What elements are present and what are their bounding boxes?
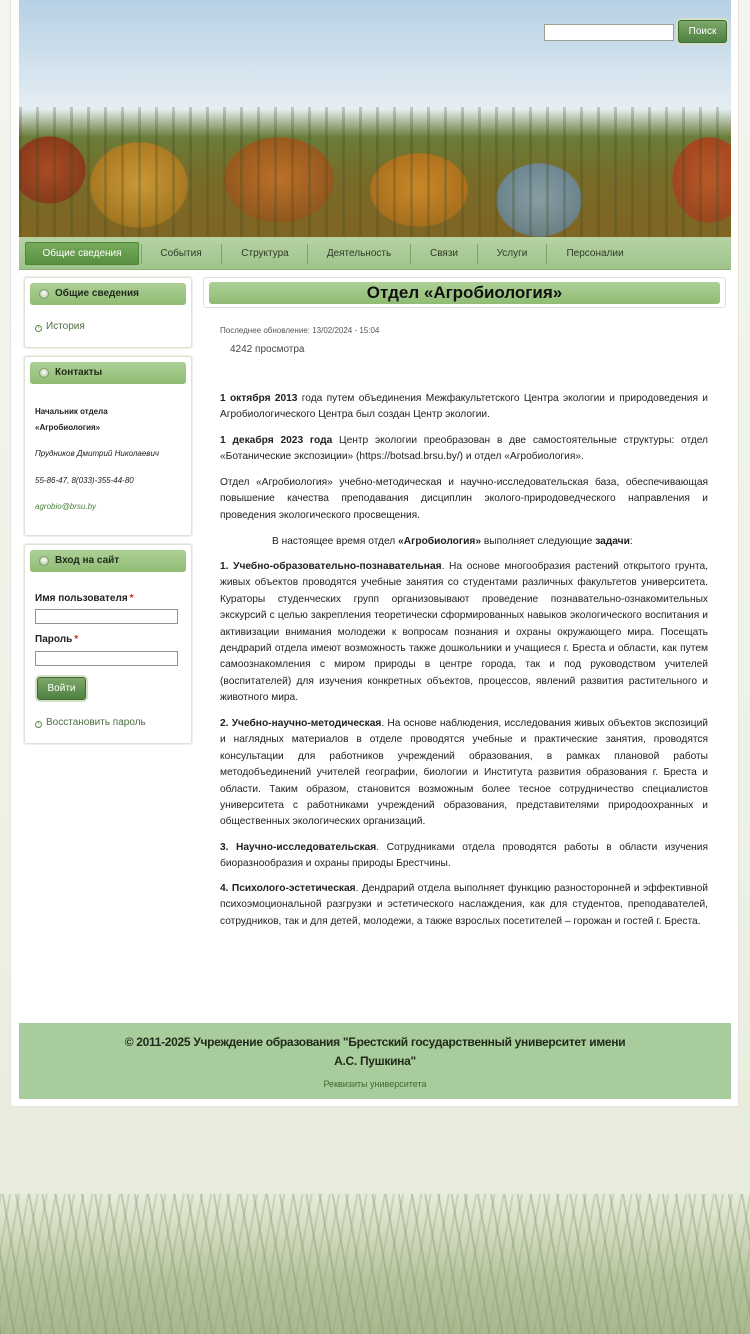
- task-4: 4. Психолого-эстетическая. Дендрарий отдела выполняет функцию разносторонней и эффективной психоэмоциональной разгрузки и эстетического наслаждения, как для студентов, преподавателей, сотрудников, так и для детей, молодежи, а также взрослых посетителей – горожан и гостей г. Бреста.: [220, 883, 708, 927]
- contact-email-link[interactable]: agrobio@brsu.by: [35, 502, 97, 511]
- footer: [19, 1023, 731, 1099]
- contact-head-line1: Начальник отдела: [35, 407, 108, 416]
- chevron-right-icon: ›: [35, 325, 42, 332]
- nav-item-general[interactable]: Общие сведения: [25, 242, 139, 265]
- sidebar-general-block: [24, 277, 192, 348]
- bullet-icon: [39, 556, 49, 566]
- nav-item-events[interactable]: События: [160, 248, 202, 259]
- nav-item-structure[interactable]: Структура: [241, 248, 289, 259]
- contact-head-line2: «Агробиология»: [35, 423, 101, 432]
- required-mark: *: [129, 593, 134, 604]
- page-title: Отдел «Агробиология»: [209, 282, 720, 304]
- paragraph-3: Отдел «Агробиология» учебно-методическая и научно-исследовательская база, обеспечивающая повышение качества преподавания дисциплин эколого-природоведческого направления и проведения экологического просвещения.: [220, 477, 708, 521]
- password-input[interactable]: [35, 651, 178, 666]
- contact-name: Прудников Дмитрий Николаевич: [35, 449, 160, 458]
- sidebar-login-title: Вход на сайт: [30, 550, 186, 572]
- bullet-icon: [39, 289, 49, 299]
- footer-copyright: © 2011-2025 Учреждение образования "Брестский государственный университет имени А.С. Пушкина": [124, 1035, 626, 1068]
- paragraph-2: 1 декабря 2023 года Центр экологии преобразован в две самостоятельные структуры: отдел «Ботанические экспозиции» (https://botsad.brsu.by/) и отдел «Агробиология».: [220, 435, 708, 463]
- login-button[interactable]: Войти: [37, 677, 86, 700]
- nav-separator: [477, 244, 478, 264]
- contact-phone: 55-86-47, 8(033)-355-44-80: [35, 476, 134, 485]
- grass-background: [0, 1194, 750, 1334]
- nav-separator: [410, 244, 411, 264]
- restore-password-link[interactable]: › Восстановить пароль: [35, 717, 146, 728]
- search-input[interactable]: [544, 24, 674, 41]
- nav-item-persons[interactable]: Персоналии: [566, 248, 624, 259]
- task-3: 3. Научно-исследовательская. Сотрудниками отдела проводятся работы в области изучения биоразнообразия и охраны природы Брестчины.: [220, 842, 708, 870]
- header-banner: [19, 0, 731, 237]
- view-count: 4242 просмотра: [230, 344, 305, 355]
- required-mark: *: [74, 634, 79, 645]
- nav-separator: [546, 244, 547, 264]
- nav-item-activity[interactable]: Деятельность: [326, 248, 392, 259]
- nav-separator: [221, 244, 222, 264]
- sidebar-contacts-block: [24, 356, 192, 536]
- content-title-block: [203, 277, 726, 308]
- sidebar-general-title: Общие сведения: [30, 283, 186, 305]
- task-1: 1. Учебно-образовательно-познавательная. На основе многообразия растений открытого грунта, живых объектов проводятся учебные занятия со студентами различных факультетов университета. Кураторы студенческих групп организовывают проведение познавательно-ознакомительных экскурсий с целью закрепления теоретически сформированных навыков экологического воспитания и активизации внимания молодежи к вопросам познания и охраны окружающего мира. Посещать дендрарий отдела имеют возможность также дошкольники и учащиеся г. Бреста и области, как путем самоознакомления с миром природы в центре города, так и под руководством учителей (воспитателей) для изучения конкретных объектов, процессов, явлений развития растительного и животного мира.: [220, 561, 708, 704]
- footer-requisites-link[interactable]: Реквизиты университета: [323, 1079, 427, 1089]
- sidebar-link-history[interactable]: › История: [35, 321, 85, 332]
- nav-separator: [307, 244, 308, 264]
- autumn-trees-image: [19, 107, 731, 237]
- username-input[interactable]: [35, 609, 178, 624]
- last-updated: Последнее обновление: 13/02/2024 - 15:04: [220, 326, 380, 335]
- chevron-right-icon: ›: [35, 721, 42, 728]
- nav-item-links[interactable]: Связи: [429, 248, 458, 259]
- nav-item-services[interactable]: Услуги: [496, 248, 528, 259]
- main-nav: [19, 237, 731, 270]
- sidebar-login-block: [24, 544, 192, 744]
- search-button[interactable]: Поиск: [678, 20, 727, 43]
- paragraph-4: В настоящее время отдел «Агробиология» выполняет следующие задачи:: [272, 536, 633, 547]
- task-2: 2. Учебно-научно-методическая. На основе наблюдения, исследования живых объектов экспозиций и наглядных материалов в отделе проводятся учебные и практические занятия, проводятся консультации для работников учреждений образования, в рамках плановой работы методобъединений учителей географии, биологии и Института развития образования г. Бреста и области. Таким образом, становится возможным более тесное сотрудничество специалистов университета с работниками учреждений образования, представителями природоохранных и общественных экологических организаций.: [220, 718, 708, 828]
- password-label: Пароль *: [35, 634, 79, 645]
- bullet-icon: [39, 368, 49, 378]
- nav-separator: [141, 244, 142, 264]
- username-label: Имя пользователя *: [35, 593, 134, 604]
- page-container: [11, 0, 738, 1106]
- sidebar-contacts-title: Контакты: [30, 362, 186, 384]
- paragraph-1: 1 октября 2013 года путем объединения Межфакультетского Центра экологии и природоведения и Агробиологического Центра был создан Центр экологии.: [220, 393, 708, 421]
